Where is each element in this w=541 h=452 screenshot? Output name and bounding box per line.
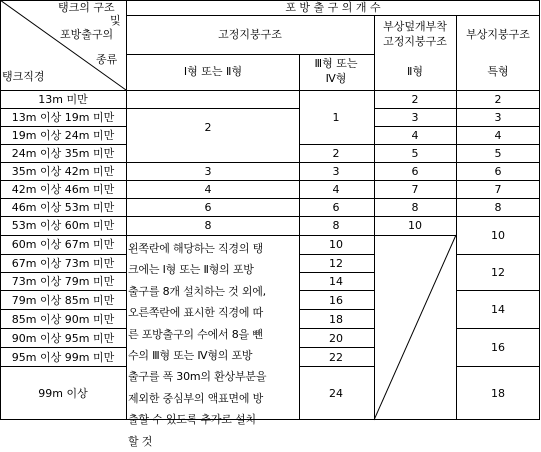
type-2-value: 10 bbox=[408, 219, 422, 232]
special-value: 12 bbox=[491, 266, 505, 279]
type-2-header: Ⅱ형 bbox=[406, 65, 424, 78]
type-3-4-value: 20 bbox=[329, 332, 343, 345]
type-3-4-value: 1 bbox=[332, 111, 340, 124]
type-2-value: 5 bbox=[411, 147, 419, 160]
note-line: 출할 수 있도록 추가로 설치 bbox=[128, 413, 256, 427]
type-3-4-value: 8 bbox=[332, 219, 340, 232]
type-3-4-value: 18 bbox=[329, 313, 343, 326]
corner-outlet-label: 포방출구의 bbox=[60, 28, 114, 41]
fixed-roof-header: 고정지붕구조 bbox=[218, 28, 282, 41]
table-row-range: 85m 이상 90m 미만 bbox=[11, 313, 115, 326]
type-2-value: 4 bbox=[411, 129, 419, 142]
type-3-4-header-line1: Ⅲ형 또는 bbox=[314, 57, 358, 70]
floating-cover-header-line1: 부상덮개부착 bbox=[383, 20, 447, 33]
type-3-4-value: 24 bbox=[329, 387, 343, 400]
type-3-4-value: 3 bbox=[332, 165, 340, 178]
table-row-range: 73m 이상 79m 미만 bbox=[11, 275, 115, 288]
type-3-4-value: 6 bbox=[332, 201, 340, 214]
special-value: 6 bbox=[494, 165, 502, 178]
type-3-4-value: 22 bbox=[329, 351, 343, 364]
special-value: 3 bbox=[494, 111, 502, 124]
explanatory-note bbox=[128, 238, 298, 452]
type-1-2-value: 6 bbox=[204, 201, 212, 214]
special-value: 2 bbox=[494, 93, 502, 106]
floating-roof-header: 부상지붕구조 bbox=[466, 28, 530, 41]
table-row-range: 42m 이상 46m 미만 bbox=[11, 183, 115, 196]
special-value: 4 bbox=[494, 129, 502, 142]
type-1-2-header: Ⅰ형 또는 Ⅱ형 bbox=[183, 65, 243, 78]
table-row-range: 46m 이상 53m 미만 bbox=[11, 201, 115, 214]
corner-kind-label: 종류 bbox=[96, 53, 118, 66]
type-3-4-value: 12 bbox=[329, 257, 343, 270]
corner-structure-label: 탱크의 구조 bbox=[58, 1, 115, 14]
table-row-range: 53m 이상 60m 미만 bbox=[11, 219, 115, 232]
table-row-range: 90m 이상 95m 미만 bbox=[11, 332, 115, 345]
floating-cover-header-line2: 고정지붕구조 bbox=[383, 35, 447, 48]
special-value: 16 bbox=[491, 341, 505, 354]
note-line: 른 포방출구의 수에서 8을 뺀 bbox=[128, 327, 263, 341]
note-line: 출구를 8개 설치하는 것 외에, bbox=[128, 284, 266, 298]
special-value: 10 bbox=[491, 229, 505, 242]
type-3-4-value: 10 bbox=[329, 238, 343, 251]
type-1-2-value: 4 bbox=[204, 183, 212, 196]
note-line: 왼쪽란에 해당하는 직경의 탱 bbox=[128, 242, 264, 255]
special-value: 7 bbox=[494, 183, 502, 196]
table-row-range: 99m 이상 bbox=[38, 387, 88, 400]
type-3-4-value: 4 bbox=[332, 183, 340, 196]
table-row-range: 19m 이상 24m 미만 bbox=[11, 129, 115, 142]
type-2-value: 3 bbox=[411, 111, 419, 124]
note-line: 할 것 bbox=[128, 434, 153, 448]
table-row-range: 79m 이상 85m 미만 bbox=[11, 294, 115, 307]
special-value: 8 bbox=[494, 201, 502, 214]
special-value: 18 bbox=[491, 387, 505, 400]
note-line: 수의 Ⅲ형 또는 Ⅳ형의 포방 bbox=[128, 349, 253, 363]
note-line: 출구를 폭 30m의 환상부분을 bbox=[128, 370, 267, 384]
type-3-4-value: 14 bbox=[329, 275, 343, 288]
special-value: 5 bbox=[494, 147, 502, 160]
note-line: 제외한 중심부의 액표면에 방 bbox=[128, 391, 264, 405]
type-3-4-value: 16 bbox=[329, 294, 343, 307]
type-2-value: 8 bbox=[411, 201, 419, 214]
table-row-range: 35m 이상 42m 미만 bbox=[11, 165, 115, 178]
note-line: 오른쪽란에 표시한 직경에 따 bbox=[128, 306, 264, 320]
note-line: 크에는 Ⅰ형 또는 Ⅱ형의 포방 bbox=[128, 263, 254, 277]
table-row-range: 13m 미만 bbox=[38, 93, 88, 106]
type-2-value: 7 bbox=[411, 183, 419, 196]
type-3-4-value: 2 bbox=[332, 147, 340, 160]
type-1-2-value: 8 bbox=[204, 219, 212, 232]
table-row-range: 95m 이상 99m 미만 bbox=[11, 351, 115, 364]
type-1-2-value: 2 bbox=[204, 121, 212, 134]
type-1-2-value: 3 bbox=[204, 165, 212, 178]
type-3-4-header-line2: Ⅳ형 bbox=[325, 72, 347, 85]
corner-diameter-label: 탱크직경 bbox=[2, 70, 45, 83]
table-row-range: 67m 이상 73m 미만 bbox=[11, 257, 115, 270]
corner-and-label: 및 bbox=[110, 14, 121, 27]
type-2-value: 2 bbox=[411, 93, 419, 106]
table-title: 포 방 출 구 의 개 수 bbox=[285, 1, 381, 14]
table-row-range: 13m 이상 19m 미만 bbox=[11, 111, 115, 124]
special-header: 특형 bbox=[487, 65, 509, 78]
table-row-range: 24m 이상 35m 미만 bbox=[11, 147, 115, 160]
table-row-range: 60m 이상 67m 미만 bbox=[11, 238, 115, 251]
special-value: 14 bbox=[491, 303, 505, 316]
type-2-value: 6 bbox=[411, 165, 419, 178]
